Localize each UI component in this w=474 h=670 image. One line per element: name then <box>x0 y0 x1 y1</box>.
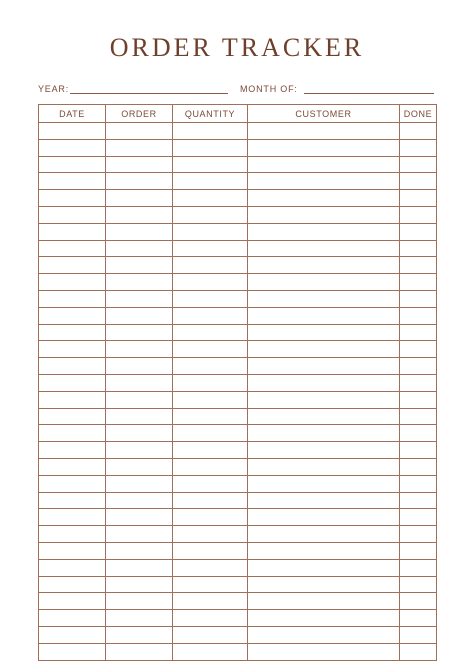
cell-quantity[interactable] <box>173 626 248 643</box>
cell-date[interactable] <box>39 559 106 576</box>
cell-done[interactable] <box>400 123 437 140</box>
cell-done[interactable] <box>400 139 437 156</box>
cell-date[interactable] <box>39 274 106 291</box>
cell-order[interactable] <box>106 509 173 526</box>
table-row <box>39 156 437 173</box>
cell-date[interactable] <box>39 643 106 660</box>
cell-order[interactable] <box>106 391 173 408</box>
cell-order[interactable] <box>106 542 173 559</box>
table-row <box>39 240 437 257</box>
cell-quantity[interactable] <box>173 475 248 492</box>
cell-customer[interactable] <box>248 240 400 257</box>
cell-quantity[interactable] <box>173 458 248 475</box>
cell-quantity[interactable] <box>173 425 248 442</box>
cell-quantity[interactable] <box>173 223 248 240</box>
cell-order[interactable] <box>106 206 173 223</box>
year-field <box>38 83 228 97</box>
cell-quantity[interactable] <box>173 593 248 610</box>
cell-order[interactable] <box>106 123 173 140</box>
cell-order[interactable] <box>106 626 173 643</box>
table-row <box>39 509 437 526</box>
cell-order[interactable] <box>106 139 173 156</box>
cell-order[interactable] <box>106 190 173 207</box>
cell-done[interactable] <box>400 475 437 492</box>
cell-order[interactable] <box>106 341 173 358</box>
table-row <box>39 542 437 559</box>
table-row <box>39 257 437 274</box>
table-row <box>39 173 437 190</box>
cell-quantity[interactable] <box>173 341 248 358</box>
cell-order[interactable] <box>106 492 173 509</box>
cell-done[interactable] <box>400 391 437 408</box>
table-row <box>39 324 437 341</box>
cell-customer[interactable] <box>248 324 400 341</box>
cell-quantity[interactable] <box>173 156 248 173</box>
cell-done[interactable] <box>400 223 437 240</box>
cell-quantity[interactable] <box>173 358 248 375</box>
cell-customer[interactable] <box>248 341 400 358</box>
cell-done[interactable] <box>400 559 437 576</box>
cell-customer[interactable] <box>248 290 400 307</box>
column-header-date: DATE <box>39 105 106 123</box>
cell-done[interactable] <box>400 173 437 190</box>
column-header-done: DONE <box>400 105 437 123</box>
column-header-customer: CUSTOMER <box>248 105 400 123</box>
cell-done[interactable] <box>400 358 437 375</box>
cell-customer[interactable] <box>248 626 400 643</box>
cell-order[interactable] <box>106 610 173 627</box>
cell-done[interactable] <box>400 610 437 627</box>
cell-done[interactable] <box>400 206 437 223</box>
cell-order[interactable] <box>106 307 173 324</box>
cell-done[interactable] <box>400 374 437 391</box>
cell-date[interactable] <box>39 526 106 543</box>
cell-quantity[interactable] <box>173 559 248 576</box>
cell-order[interactable] <box>106 223 173 240</box>
cell-customer[interactable] <box>248 458 400 475</box>
order-table <box>38 104 437 661</box>
cell-customer[interactable] <box>248 374 400 391</box>
cell-date[interactable] <box>39 290 106 307</box>
table-row <box>39 610 437 627</box>
cell-customer[interactable] <box>248 206 400 223</box>
table-row <box>39 626 437 643</box>
cell-date[interactable] <box>39 425 106 442</box>
cell-quantity[interactable] <box>173 139 248 156</box>
cell-quantity[interactable] <box>173 206 248 223</box>
cell-order[interactable] <box>106 576 173 593</box>
column-header-quantity: QUANTITY <box>173 105 248 123</box>
cell-done[interactable] <box>400 240 437 257</box>
cell-order[interactable] <box>106 475 173 492</box>
cell-quantity[interactable] <box>173 610 248 627</box>
table-row <box>39 425 437 442</box>
cell-quantity[interactable] <box>173 526 248 543</box>
cell-done[interactable] <box>400 626 437 643</box>
cell-customer[interactable] <box>248 593 400 610</box>
table-row <box>39 643 437 660</box>
cell-quantity[interactable] <box>173 290 248 307</box>
cell-date[interactable] <box>39 156 106 173</box>
cell-done[interactable] <box>400 593 437 610</box>
cell-customer[interactable] <box>248 173 400 190</box>
cell-done[interactable] <box>400 324 437 341</box>
cell-order[interactable] <box>106 156 173 173</box>
cell-date[interactable] <box>39 374 106 391</box>
table-row <box>39 341 437 358</box>
table-row <box>39 593 437 610</box>
year-input-line[interactable] <box>70 93 228 94</box>
cell-customer[interactable] <box>248 408 400 425</box>
table-row <box>39 123 437 140</box>
cell-quantity[interactable] <box>173 374 248 391</box>
cell-customer[interactable] <box>248 643 400 660</box>
cell-customer[interactable] <box>248 542 400 559</box>
table-row <box>39 307 437 324</box>
cell-customer[interactable] <box>248 139 400 156</box>
cell-quantity[interactable] <box>173 643 248 660</box>
cell-customer[interactable] <box>248 156 400 173</box>
cell-customer[interactable] <box>248 509 400 526</box>
cell-quantity[interactable] <box>173 576 248 593</box>
cell-date[interactable] <box>39 257 106 274</box>
table-row <box>39 492 437 509</box>
cell-quantity[interactable] <box>173 542 248 559</box>
cell-done[interactable] <box>400 458 437 475</box>
cell-date[interactable] <box>39 139 106 156</box>
table-row <box>39 358 437 375</box>
cell-done[interactable] <box>400 509 437 526</box>
cell-order[interactable] <box>106 257 173 274</box>
cell-date[interactable] <box>39 458 106 475</box>
cell-customer[interactable] <box>248 492 400 509</box>
cell-date[interactable] <box>39 358 106 375</box>
cell-done[interactable] <box>400 341 437 358</box>
table-row <box>39 274 437 291</box>
cell-date[interactable] <box>39 123 106 140</box>
cell-order[interactable] <box>106 324 173 341</box>
cell-date[interactable] <box>39 341 106 358</box>
cell-quantity[interactable] <box>173 408 248 425</box>
table-row <box>39 576 437 593</box>
table-row <box>39 139 437 156</box>
cell-customer[interactable] <box>248 257 400 274</box>
table-row <box>39 190 437 207</box>
table-row <box>39 559 437 576</box>
cell-quantity[interactable] <box>173 442 248 459</box>
cell-done[interactable] <box>400 526 437 543</box>
cell-quantity[interactable] <box>173 190 248 207</box>
cell-order[interactable] <box>106 425 173 442</box>
cell-date[interactable] <box>39 223 106 240</box>
cell-done[interactable] <box>400 307 437 324</box>
cell-order[interactable] <box>106 526 173 543</box>
page-title: ORDER TRACKER <box>109 33 365 62</box>
cell-date[interactable] <box>39 307 106 324</box>
cell-order[interactable] <box>106 290 173 307</box>
cell-date[interactable] <box>39 206 106 223</box>
cell-order[interactable] <box>106 374 173 391</box>
table-row <box>39 526 437 543</box>
cell-done[interactable] <box>400 257 437 274</box>
cell-customer[interactable] <box>248 425 400 442</box>
cell-customer[interactable] <box>248 526 400 543</box>
cell-customer[interactable] <box>248 442 400 459</box>
cell-done[interactable] <box>400 542 437 559</box>
cell-date[interactable] <box>39 442 106 459</box>
table-row <box>39 206 437 223</box>
cell-customer[interactable] <box>248 190 400 207</box>
cell-date[interactable] <box>39 576 106 593</box>
table-row <box>39 223 437 240</box>
cell-date[interactable] <box>39 542 106 559</box>
cell-done[interactable] <box>400 442 437 459</box>
cell-date[interactable] <box>39 492 106 509</box>
cell-quantity[interactable] <box>173 274 248 291</box>
cell-done[interactable] <box>400 576 437 593</box>
month-label: MONTH OF: <box>240 84 298 94</box>
cell-order[interactable] <box>106 173 173 190</box>
cell-order[interactable] <box>106 240 173 257</box>
month-field <box>240 83 436 97</box>
cell-done[interactable] <box>400 190 437 207</box>
cell-order[interactable] <box>106 274 173 291</box>
cell-date[interactable] <box>39 626 106 643</box>
cell-done[interactable] <box>400 290 437 307</box>
table-header-row <box>39 105 437 123</box>
cell-customer[interactable] <box>248 559 400 576</box>
cell-customer[interactable] <box>248 475 400 492</box>
cell-quantity[interactable] <box>173 307 248 324</box>
table-row <box>39 475 437 492</box>
cell-quantity[interactable] <box>173 257 248 274</box>
cell-customer[interactable] <box>248 123 400 140</box>
cell-quantity[interactable] <box>173 391 248 408</box>
cell-order[interactable] <box>106 358 173 375</box>
cell-date[interactable] <box>39 173 106 190</box>
cell-date[interactable] <box>39 593 106 610</box>
cell-order[interactable] <box>106 458 173 475</box>
cell-customer[interactable] <box>248 274 400 291</box>
cell-customer[interactable] <box>248 223 400 240</box>
cell-date[interactable] <box>39 391 106 408</box>
cell-customer[interactable] <box>248 391 400 408</box>
table-body <box>39 123 437 661</box>
cell-quantity[interactable] <box>173 173 248 190</box>
cell-date[interactable] <box>39 509 106 526</box>
cell-done[interactable] <box>400 643 437 660</box>
cell-date[interactable] <box>39 610 106 627</box>
cell-date[interactable] <box>39 408 106 425</box>
cell-date[interactable] <box>39 324 106 341</box>
cell-quantity[interactable] <box>173 492 248 509</box>
cell-customer[interactable] <box>248 307 400 324</box>
cell-quantity[interactable] <box>173 240 248 257</box>
cell-quantity[interactable] <box>173 509 248 526</box>
cell-date[interactable] <box>39 240 106 257</box>
cell-customer[interactable] <box>248 358 400 375</box>
cell-quantity[interactable] <box>173 324 248 341</box>
cell-order[interactable] <box>106 408 173 425</box>
cell-order[interactable] <box>106 593 173 610</box>
cell-customer[interactable] <box>248 576 400 593</box>
column-header-order: ORDER <box>106 105 173 123</box>
cell-order[interactable] <box>106 643 173 660</box>
cell-order[interactable] <box>106 442 173 459</box>
cell-date[interactable] <box>39 190 106 207</box>
cell-done[interactable] <box>400 425 437 442</box>
cell-done[interactable] <box>400 274 437 291</box>
year-label: YEAR: <box>38 84 70 94</box>
table-row <box>39 391 437 408</box>
cell-done[interactable] <box>400 156 437 173</box>
month-input-line[interactable] <box>304 93 434 94</box>
cell-order[interactable] <box>106 559 173 576</box>
cell-date[interactable] <box>39 475 106 492</box>
cell-customer[interactable] <box>248 610 400 627</box>
cell-done[interactable] <box>400 408 437 425</box>
table-row <box>39 408 437 425</box>
table-row <box>39 374 437 391</box>
table-row <box>39 458 437 475</box>
table-row <box>39 442 437 459</box>
table-row <box>39 290 437 307</box>
cell-quantity[interactable] <box>173 123 248 140</box>
cell-done[interactable] <box>400 492 437 509</box>
